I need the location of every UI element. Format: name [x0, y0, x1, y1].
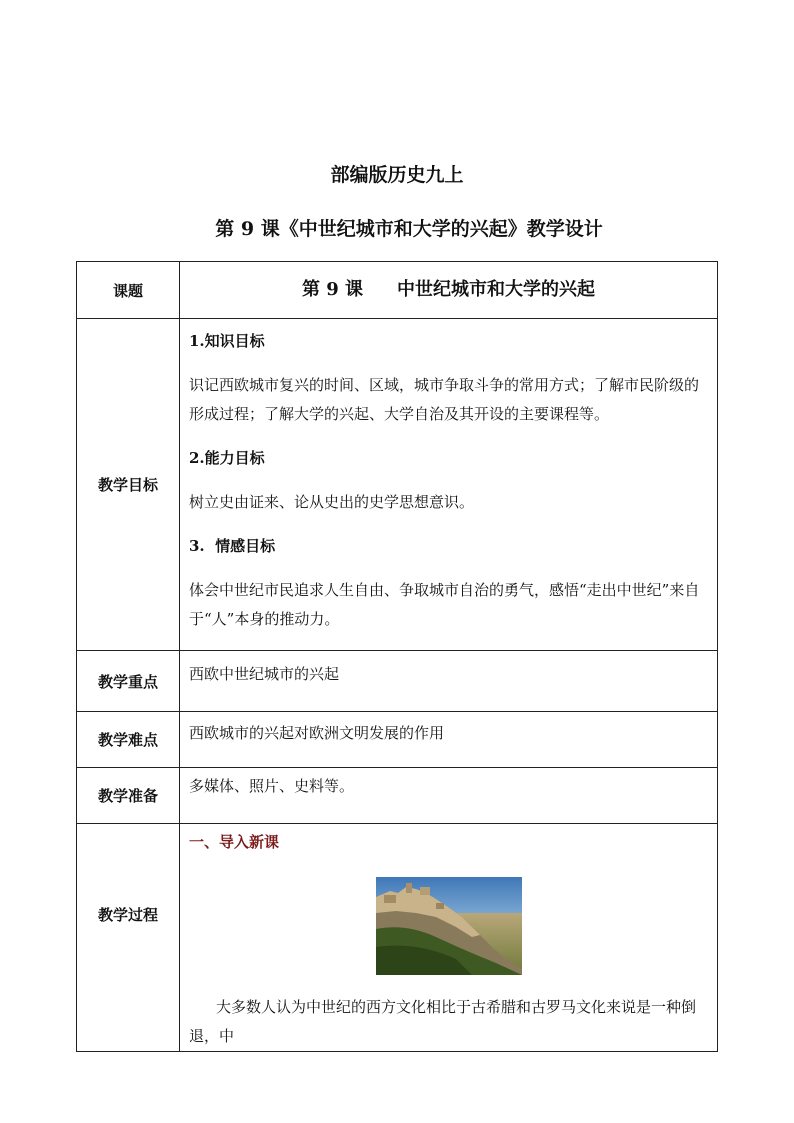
row-preparation — [77, 768, 718, 824]
document-title: 部编版历史九上 — [330, 164, 464, 186]
process-paragraph: 大多数人认为中世纪的西方文化相比于古希腊和古罗马文化来说是一种倒退，中 — [189, 998, 697, 1045]
hilltop-town-photo — [376, 877, 522, 975]
key-point-value: 西欧中世纪城市的兴起 — [189, 665, 340, 683]
topic-value — [180, 262, 718, 319]
row-topic — [77, 262, 718, 319]
document-subtitle: 第 9 课《中世纪城市和大学的兴起》教学设计 — [215, 218, 603, 240]
row-key-point — [77, 651, 718, 712]
row-process — [77, 824, 718, 1052]
section-intro-heading: 一、导入新课 — [189, 833, 280, 851]
label-key-point: 教学重点 — [77, 651, 180, 712]
row-difficulty — [77, 712, 718, 768]
goal-heading-emotion: 3. 情感目标 — [189, 537, 276, 555]
goal-heading-ability: 2.能力目标 — [189, 449, 265, 467]
difficulty-value: 西欧城市的兴起对欧洲文明发展的作用 — [189, 724, 445, 742]
goal-text-emotion: 体会中世纪市民追求人生自由、争取城市自治的勇气，感悟“走出中世纪”来自于“人”本身的推动力。 — [189, 581, 700, 628]
label-goals: 教学目标 — [77, 319, 180, 651]
process-value — [180, 824, 718, 1052]
goal-text-ability: 树立史由证来、论从史出的史学思想意识。 — [189, 493, 475, 511]
lesson-name: 中世纪城市和大学的兴起 — [397, 279, 596, 300]
label-process: 教学过程 — [77, 824, 180, 1052]
row-goals — [77, 319, 718, 651]
lesson-number: 第 9 课 — [301, 279, 364, 300]
label-preparation: 教学准备 — [77, 768, 180, 824]
lesson-plan-table — [76, 261, 718, 1052]
goal-text-knowledge: 识记西欧城市复兴的时间、区域，城市争取斗争的常用方式；了解市民阶级的形成过程；了解大学的兴起、大学自治及其开设的主要课程等。 — [189, 376, 700, 423]
preparation-value: 多媒体、照片、史料等。 — [189, 777, 355, 795]
goal-heading-knowledge: 1.知识目标 — [189, 332, 265, 350]
label-difficulty: 教学难点 — [77, 712, 180, 768]
label-topic: 课题 — [77, 262, 180, 319]
goals-value — [180, 319, 718, 651]
